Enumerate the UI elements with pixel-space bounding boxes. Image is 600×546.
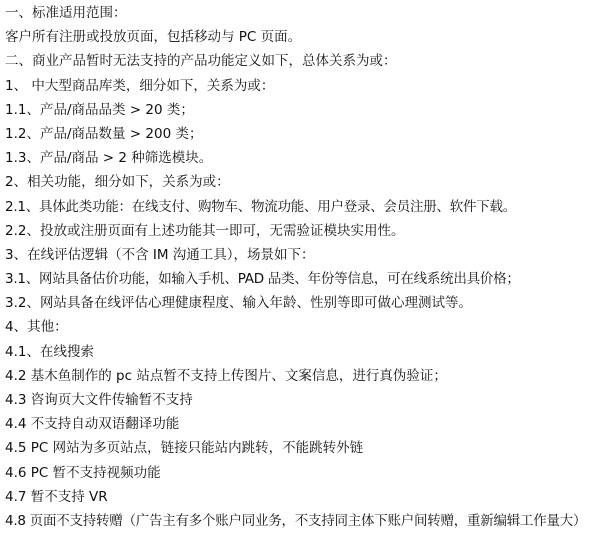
section-heading-unsupported: 二、商业产品暂时无法支持的产品功能定义如下，总体关系为或： (5, 53, 397, 70)
item-4-heading: 4、其他： (5, 319, 68, 336)
item-2-heading: 2、相关功能，细分如下，关系为或： (5, 174, 230, 191)
item-4-3: 4.3 咨询页大文件传输暂不支持 (5, 392, 193, 408)
item-4-6: 4.6 PC 暂不支持视频功能 (5, 464, 161, 481)
item-4-4: 4.4 不支持自动双语翻译功能 (5, 416, 180, 433)
item-3-2: 3.2、网站具备在线评估心理健康程度、输入年龄、性别等即可做心理测试等。 (5, 295, 472, 312)
item-1-3: 1.3、产品/商品 > 2 种筛选模块。 (5, 150, 213, 167)
section-heading-scope: 一、标准适用范围： (5, 5, 127, 21)
item-4-5: 4.5 PC 网站为多页站点，链接只能站内跳转，不能跳转外链 (5, 440, 364, 457)
item-4-1: 4.1、在线搜索 (5, 343, 94, 360)
item-3-1: 3.1、网站具备估价功能，如输入手机、PAD 品类、年份等信息，可在线系统出具价格； (5, 271, 520, 288)
item-2-2: 2.2、投放或注册页面有上述功能其一即可，无需验证模块实用性。 (5, 222, 405, 239)
item-4-8: 4.8 页面不支持转赠（广告主有多个账户同业务，不支持同主体下账户间转赠，重新编辑工作量大） (5, 512, 587, 529)
item-4-7: 4.7 暂不支持 VR (5, 488, 108, 505)
item-2-1: 2.1、具体此类功能：在线支付、购物车、物流功能、用户登录、会员注册、软件下载。 (5, 198, 516, 215)
policy-document (5, 0, 597, 546)
item-4-2: 4.2 基木鱼制作的 pc 站点暂不支持上传图片、文案信息，进行真伪验证； (5, 367, 447, 384)
item-3-heading: 3、在线评估逻辑（不含 IM 沟通工具），场景如下： (5, 246, 315, 263)
item-1-1: 1.1、产品/商品品类 > 20 类； (5, 101, 194, 118)
item-1-heading: 1、 中大型商品库类，细分如下，关系为或： (5, 77, 275, 94)
scope-text: 客户所有注册或投放页面，包括移动与 PC 页面。 (5, 29, 302, 46)
item-1-2: 1.2、产品/商品数量 > 200 类； (5, 125, 203, 142)
